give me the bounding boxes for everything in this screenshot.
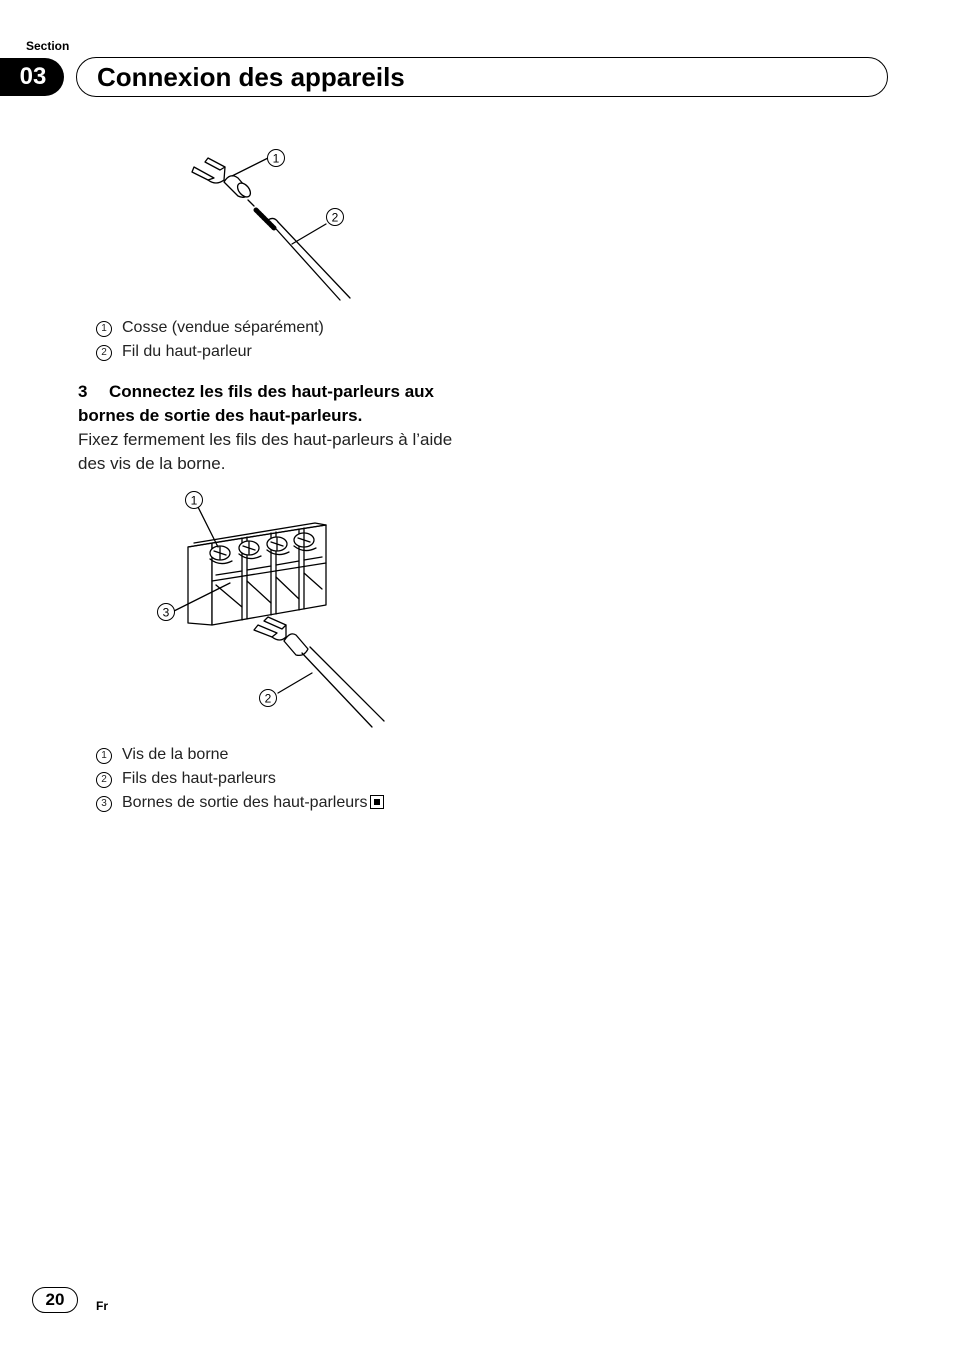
section-label: Section	[26, 39, 70, 53]
caption-number-2: 2	[96, 345, 112, 361]
step-number: 3	[78, 382, 88, 401]
figure2-callout-3	[158, 604, 175, 621]
figure2-caption-2	[96, 767, 276, 791]
page-title-text: Connexion des appareils	[97, 61, 405, 92]
caption-text: Fils des haut-parleurs	[122, 770, 276, 787]
caption-text: Fil du haut-parleur	[122, 343, 252, 360]
language-code: Fr	[96, 1299, 108, 1313]
figure1-caption-2	[96, 340, 252, 364]
caption-number-1: 1	[96, 748, 112, 764]
caption-text: Cosse (vendue séparément)	[122, 319, 324, 336]
page-title	[76, 57, 888, 97]
caption-number-2: 2	[96, 772, 112, 788]
step-3-body: Fixez fermement les fils des haut-parleurs à l’aide des vis de la borne.	[78, 430, 453, 473]
svg-text:1: 1	[272, 151, 280, 166]
caption-number-1: 1	[96, 321, 112, 337]
figure2-caption-3	[96, 791, 384, 815]
caption-number-3: 3	[96, 796, 112, 812]
end-of-section-icon	[370, 795, 384, 809]
figure2-callout-2	[260, 690, 277, 707]
page-number: 20	[32, 1287, 78, 1313]
figure1-callout-1	[268, 150, 285, 167]
terminal-block-illustration	[150, 485, 400, 735]
svg-text:1: 1	[190, 493, 198, 508]
figure1-callout-2	[327, 209, 344, 226]
svg-text:2: 2	[331, 210, 339, 225]
caption-text: Vis de la borne	[122, 746, 229, 763]
step-heading-text: Connectez les fils des haut-parleurs aux bornes de sortie des haut-parleurs.	[78, 382, 434, 425]
svg-text:3: 3	[162, 605, 170, 620]
figure2-caption-1	[96, 743, 228, 767]
spade-lug-wire-illustration	[180, 140, 380, 310]
figure2-callout-1	[186, 492, 203, 509]
figure1-caption-1	[96, 316, 324, 340]
step-3-heading	[78, 380, 478, 428]
section-number-badge: 03	[0, 58, 64, 96]
caption-text: Bornes de sortie des haut-parleurs	[122, 794, 368, 811]
svg-text:2: 2	[264, 691, 272, 706]
